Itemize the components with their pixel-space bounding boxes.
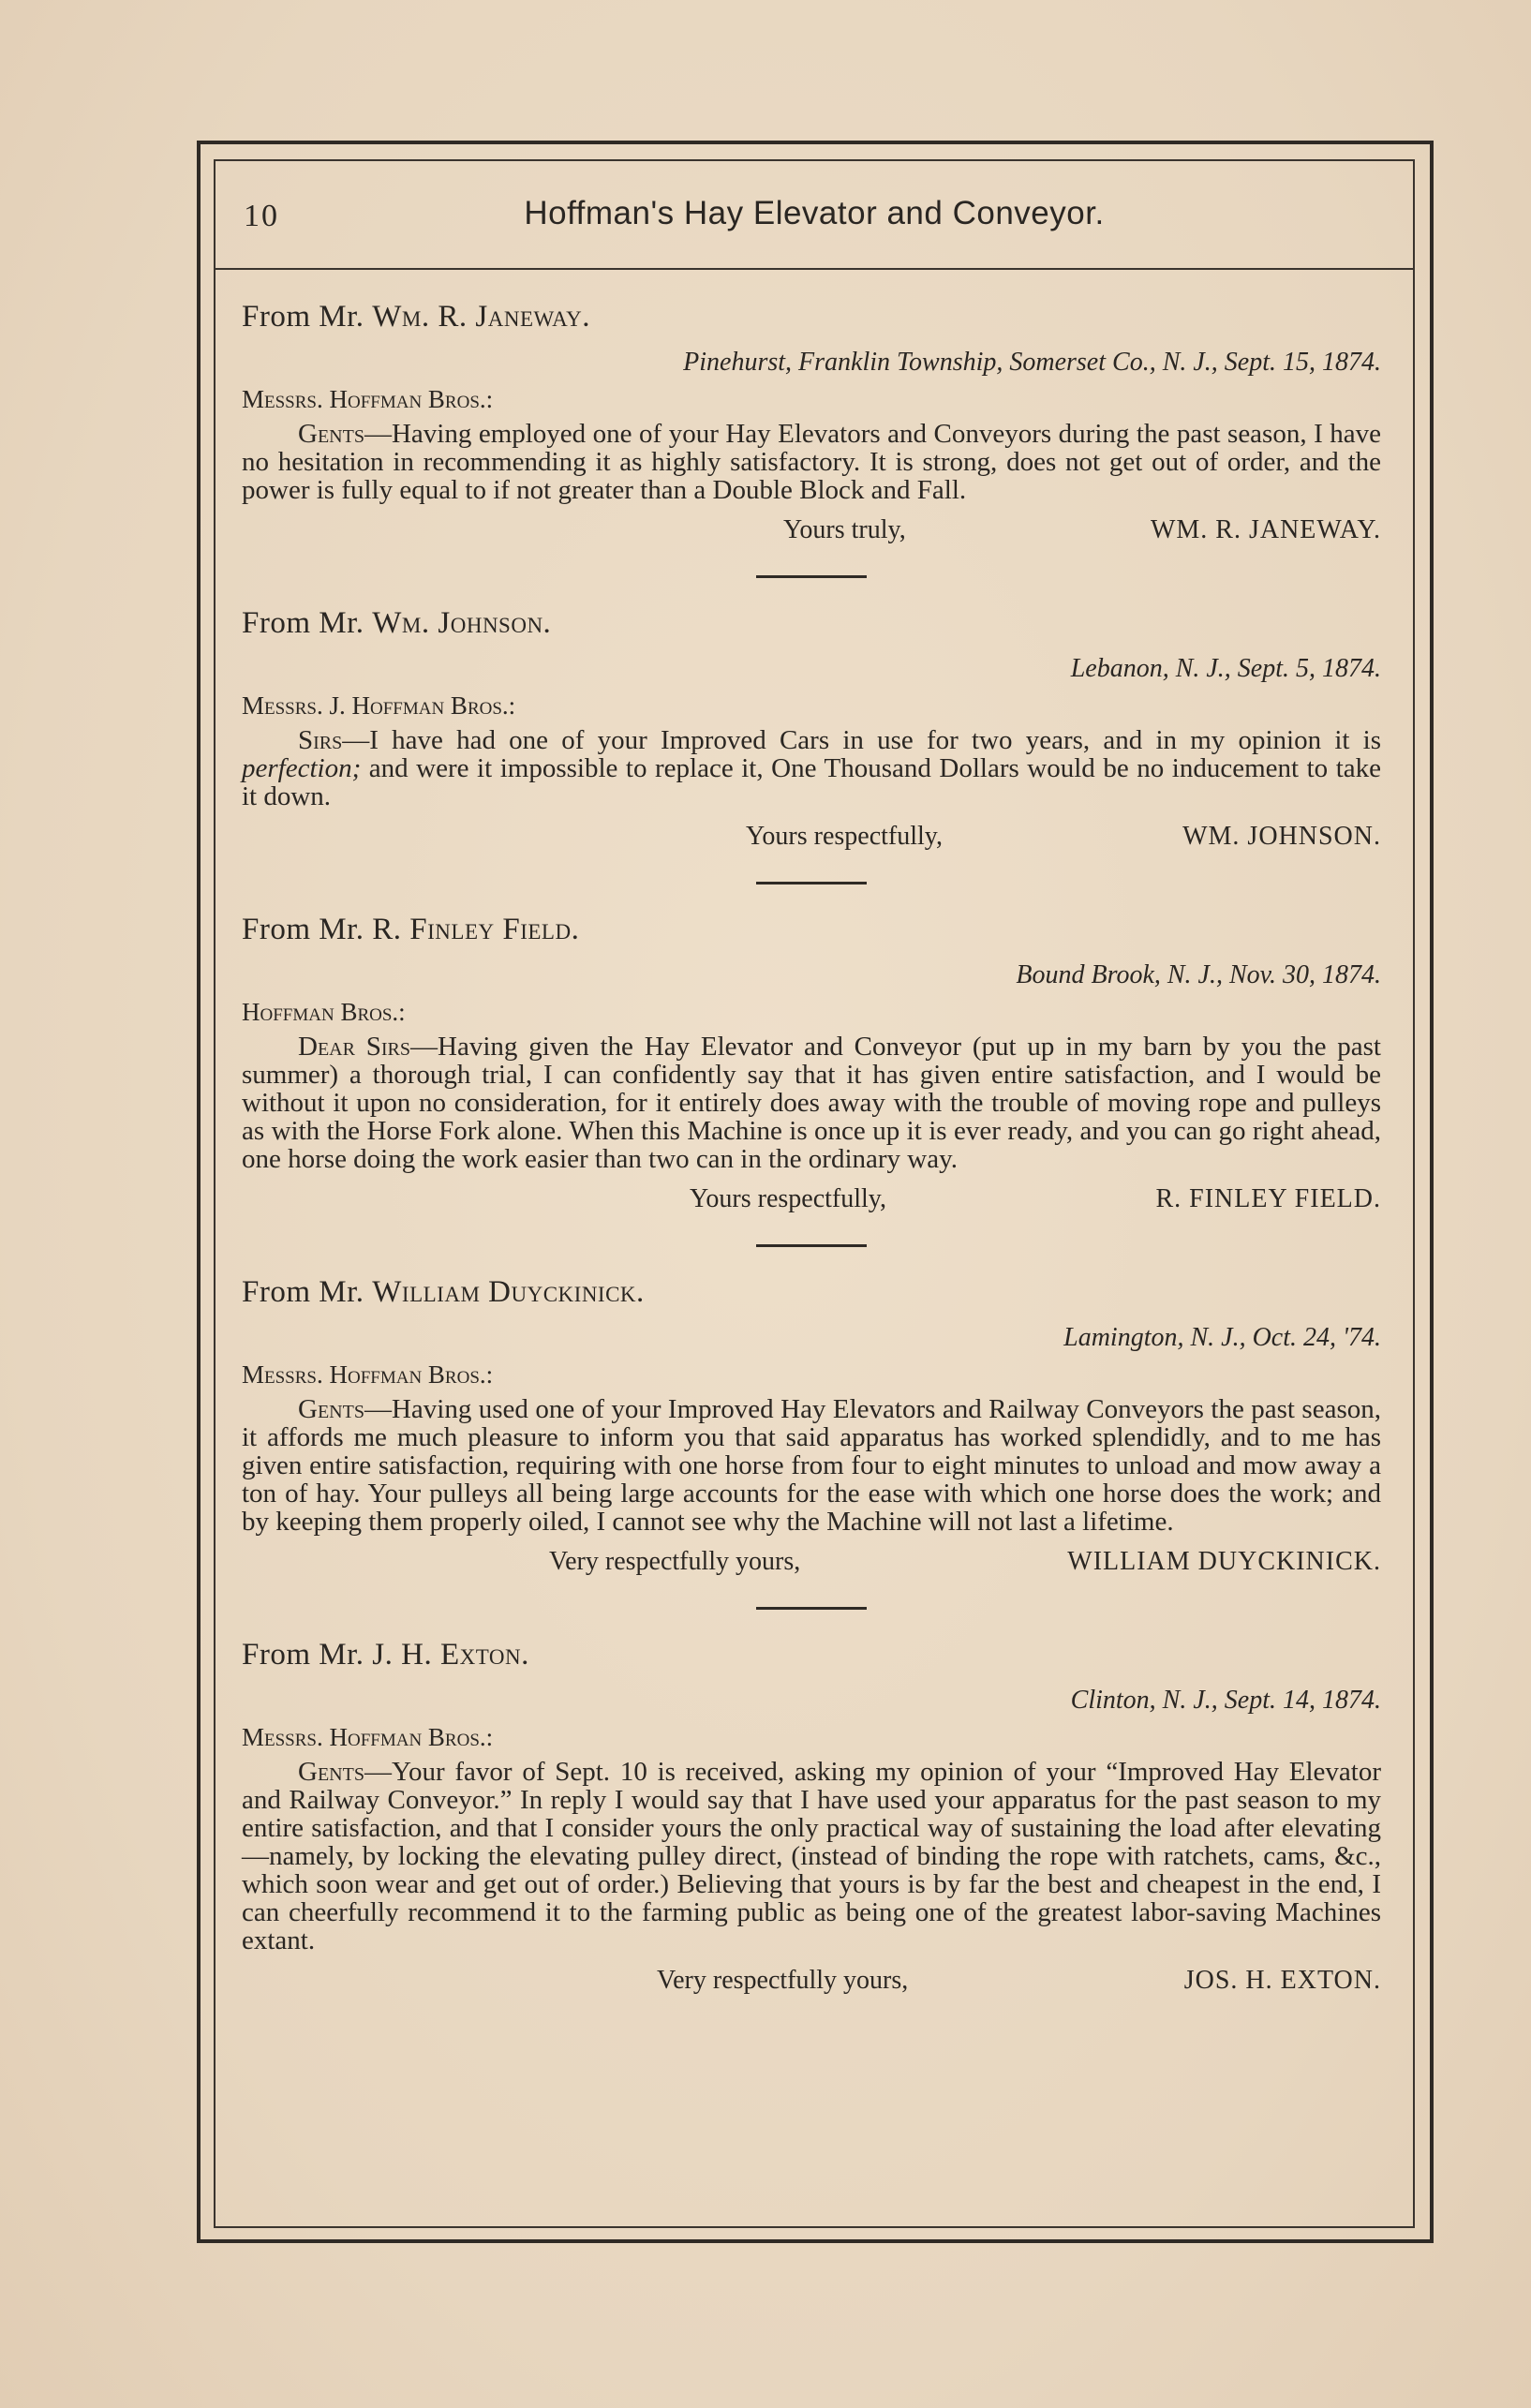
signature: WILLIAM DUYCKINICK.: [1067, 1547, 1381, 1576]
signoff: Yours truly,: [783, 515, 906, 544]
letter-from: From Mr. Wm. Johnson.: [242, 606, 552, 640]
running-title: Hoffman's Hay Elevator and Conveyor.: [524, 195, 1105, 231]
salutation: Messrs. Hoffman Bros.:: [242, 1723, 494, 1751]
dateline: Pinehurst, Franklin Township, Somerset Co., N. J., Sept. 15, 1874.: [683, 348, 1381, 377]
letter-body: Sirs—I have had one of your Improved Cars in use for two years, and in my opinion it is perfection; and were it impossible to replace it, One Thousand Dollars would be no inducement to take it down.: [242, 725, 1381, 811]
dateline: Lebanon, N. J., Sept. 5, 1874.: [1070, 654, 1381, 683]
letter-body: Gents—Your favor of Sept. 10 is received, asking my opinion of your “Improved Hay Elevator and Railway Conveyor.” In reply I would say that I have used your apparatus for the past season to my entire satisfaction, and that I consider yours the only practical way of sustaining the load after elevating—namely, by locking the elevating pulley direct, (instead of binding the rope with ratchets, cams, &c., which soon wear and get out of order.) Believing that yours is by far the best and cheapest in the end, I can cheerfully recommend it to the farming public as being one of the greatest labor-saving Machines extant.: [242, 1757, 1381, 1955]
dateline: Lamington, N. J., Oct. 24, '74.: [1063, 1323, 1381, 1352]
salutation: Messrs. Hoffman Bros.:: [242, 1360, 494, 1389]
salutation: Hoffman Bros.:: [242, 998, 406, 1026]
signature: R. FINLEY FIELD.: [1155, 1184, 1381, 1213]
signoff: Very respectfully yours,: [549, 1547, 801, 1576]
salutation: Messrs. J. Hoffman Bros.:: [242, 691, 516, 720]
signoff: Yours respectfully,: [746, 822, 943, 851]
testimonial-duyckinick: [240, 1275, 1383, 1588]
signature: JOS. H. EXTON.: [1183, 1966, 1381, 1995]
divider-rule: [756, 1607, 867, 1610]
testimonial-exton: [240, 1638, 1383, 2007]
salutation: Messrs. Hoffman Bros.:: [242, 385, 494, 413]
divider-rule: [756, 1244, 867, 1247]
signature: WM. R. JANEWAY.: [1150, 515, 1381, 544]
divider-rule: [756, 882, 867, 884]
letter-from: From Mr. J. H. Exton.: [242, 1638, 529, 1672]
page-number: 10: [244, 199, 279, 233]
page-header: [214, 159, 1415, 270]
divider-rule: [756, 575, 867, 578]
signoff: Very respectfully yours,: [657, 1966, 909, 1995]
letter-body: Gents—Having used one of your Improved Hay Elevators and Railway Conveyors the past season, it affords me much pleasure to inform you that said apparatus has worked splendidly, and to me has given entire satisfaction, requiring with one horse from four to eight minutes to unload and mow away a ton of hay. Your pulleys all being large accounts for the ease with which one horse does the work; and by keeping them properly oiled, I cannot see why the Machine will not last a lifetime.: [242, 1394, 1381, 1537]
letter-body: Gents—Having employed one of your Hay Elevators and Conveyors during the past season, I have no hesitation in recommending it as highly satisfactory. It is strong, does not get out of order, and the power is fully equal to if not greater than a Double Block and Fall.: [242, 419, 1381, 505]
signoff: Yours respectfully,: [690, 1184, 886, 1213]
signature: WM. JOHNSON.: [1182, 822, 1381, 851]
dateline: Clinton, N. J., Sept. 14, 1874.: [1070, 1686, 1381, 1715]
letter-from: From Mr. Wm. R. Janeway.: [242, 300, 591, 334]
dateline: Bound Brook, N. J., Nov. 30, 1874.: [1016, 960, 1381, 989]
letter-from: From Mr. R. Finley Field.: [242, 913, 580, 946]
letter-body: Dear Sirs—Having given the Hay Elevator and Conveyor (put up in my barn by you the past summer) a thorough trial, I can confidently say that it has given entire satisfaction, and I would be without it upon no consideration, for it entirely does away with the trouble of moving rope and pulleys as with the Horse Fork alone. When this Machine is once up it is ever ready, and you can go right ahead, one horse doing the work easier than two can in the ordinary way.: [242, 1032, 1381, 1174]
testimonial-johnson: [240, 606, 1383, 863]
testimonials: [240, 300, 1383, 2007]
testimonial-janeway: [240, 300, 1383, 557]
letter-from: From Mr. William Duyckinick.: [242, 1275, 645, 1309]
testimonial-field: [240, 913, 1383, 1226]
